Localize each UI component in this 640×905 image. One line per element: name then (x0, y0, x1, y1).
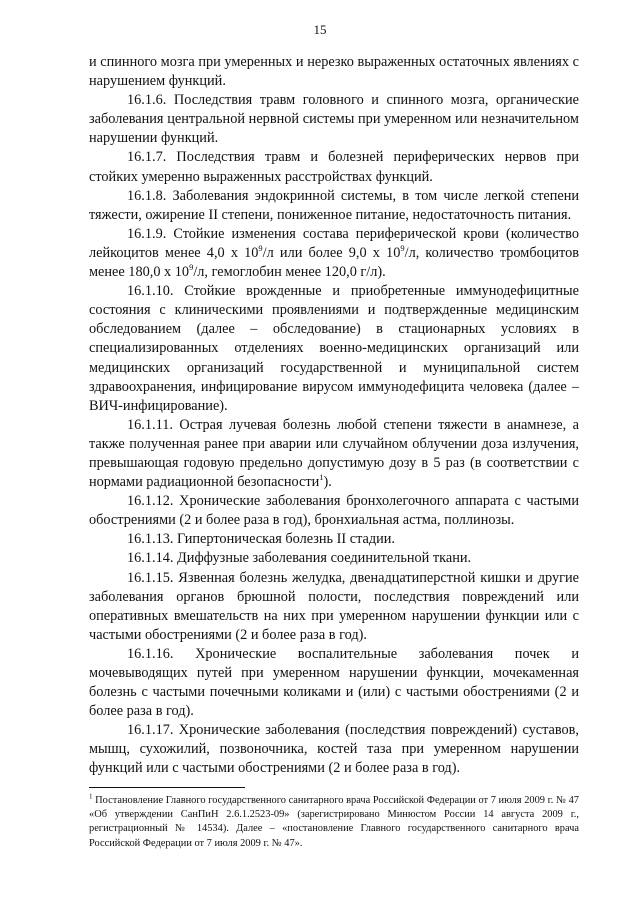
text-segment: 16.1.13. Гипертоническая болезнь II стадии. (127, 531, 395, 548)
footnote-marker: 1 (89, 792, 93, 801)
body-text (89, 53, 579, 779)
paragraph-p16-1-8 (89, 187, 579, 225)
superscript: 9 (400, 243, 405, 254)
text-segment: /л или более 9,0 х 10 (262, 244, 401, 261)
text-segment: 16.1.17. Хронические заболевания (последствия повреждений) суставов, мышц, сухожилий, позвоночника, костей таза при умеренном нарушении функций или с частыми обострениями (2 и более раза в год). (89, 722, 579, 777)
superscript: 9 (258, 243, 263, 254)
paragraph-p16-1-9 (89, 225, 579, 282)
footnote-divider (89, 787, 245, 788)
paragraph-p16-1-7 (89, 148, 579, 186)
text-segment: 16.1.8. Заболевания эндокринной системы, в том числе легкой степени тяжести, ожирение II степени, пониженное питание, недостаточность питания. (89, 187, 579, 223)
text-segment: 16.1.15. Язвенная болезнь желудка, двенадцатиперстной кишки и другие заболевания органов брюшной полости, последствия повреждений или оперативных вмешательств на них при умеренном нарушении функции или с частыми обострениями (2 и более раза в год). (89, 569, 579, 643)
paragraph-cont (89, 53, 579, 91)
paragraph-p16-1-14 (89, 549, 579, 568)
superscript: 1 (319, 472, 324, 483)
footnote (89, 794, 579, 851)
text-segment: ). (323, 474, 332, 491)
paragraph-p16-1-17 (89, 721, 579, 778)
paragraph-p16-1-10 (89, 282, 579, 416)
text-segment: 16.1.11. Острая лучевая болезнь любой степени тяжести в анамнезе, а также полученная ранее при аварии или случайном облучении доза излучения, превышающая годовую предельно допустимую дозу в 5 раз (в соответствии с нормами радиационной безопасности (89, 416, 579, 491)
text-segment: 16.1.7. Последствия травм и болезней периферических нервов при стойких умеренно выраженных расстройствах функций. (89, 149, 579, 185)
text-segment: 16.1.12. Хронические заболевания бронхолегочного аппарата с частыми обострениями (2 и более раза в год), бронхиальная астма, поллинозы. (89, 493, 579, 529)
paragraph-p16-1-13 (89, 530, 579, 549)
paragraph-p16-1-6 (89, 91, 579, 148)
text-segment: /л, гемоглобин менее 120,0 г/л). (193, 264, 386, 281)
page-number: 15 (313, 22, 327, 37)
paragraph-p16-1-16 (89, 645, 579, 721)
text-segment: 16.1.14. Диффузные заболевания соединительной ткани. (127, 550, 472, 567)
text-segment: 16.1.9. Стойкие изменения состава периферической крови (количество лейкоцитов менее 4,0 х 10 (89, 225, 579, 261)
paragraph-p16-1-11 (89, 416, 579, 492)
paragraph-p16-1-12 (89, 492, 579, 530)
text-segment: 16.1.16. Хронические воспалительные заболевания почек и мочевыводящих путей при умеренном нарушении функции, мочекаменная болезнь с частыми почечными коликами и (или) с частыми обострениями (2 и более раза в год). (89, 645, 579, 720)
text-segment: /л, количество тромбоцитов менее 180,0 х 10 (89, 244, 580, 281)
text-segment: 16.1.10. Стойкие врожденные и приобретенные иммунодефицитные состояния с клиническими проявлениями и подтвержденные медицинским обследованием (далее – обследование) в стационарных условиях в специализированных отделениях военно-медицинских организаций или медицинских организаций государственной и муниципальной систем здравоохранения, инфицирование вирусом иммунодефицита человека (далее – ВИЧ-инфицирование). (89, 283, 579, 414)
text-segment: 16.1.6. Последствия травм головного и спинного мозга, органические заболевания центральной нервной системы при умеренном или незначительном нарушении функций. (89, 92, 579, 147)
text-segment: и спинного мозга при умеренных и нерезко выраженных остаточных явлениях с нарушением функций. (89, 54, 579, 90)
paragraph-p16-1-15 (89, 569, 579, 645)
superscript: 9 (189, 262, 194, 273)
footnote-text: Постановление Главного государственного санитарного врача Российской Федерации от 7 июля 2009 г. № 47 «Об утверждении СанПиН 2.6.1.2523-09» (зарегистрировано Минюстом России 14 августа 2009 г., регистрационный № 14534). Далее – «постановление Главного государственного санитарного врача Российской Федерации от 7 июля 2009 г. № 47». (89, 795, 579, 849)
